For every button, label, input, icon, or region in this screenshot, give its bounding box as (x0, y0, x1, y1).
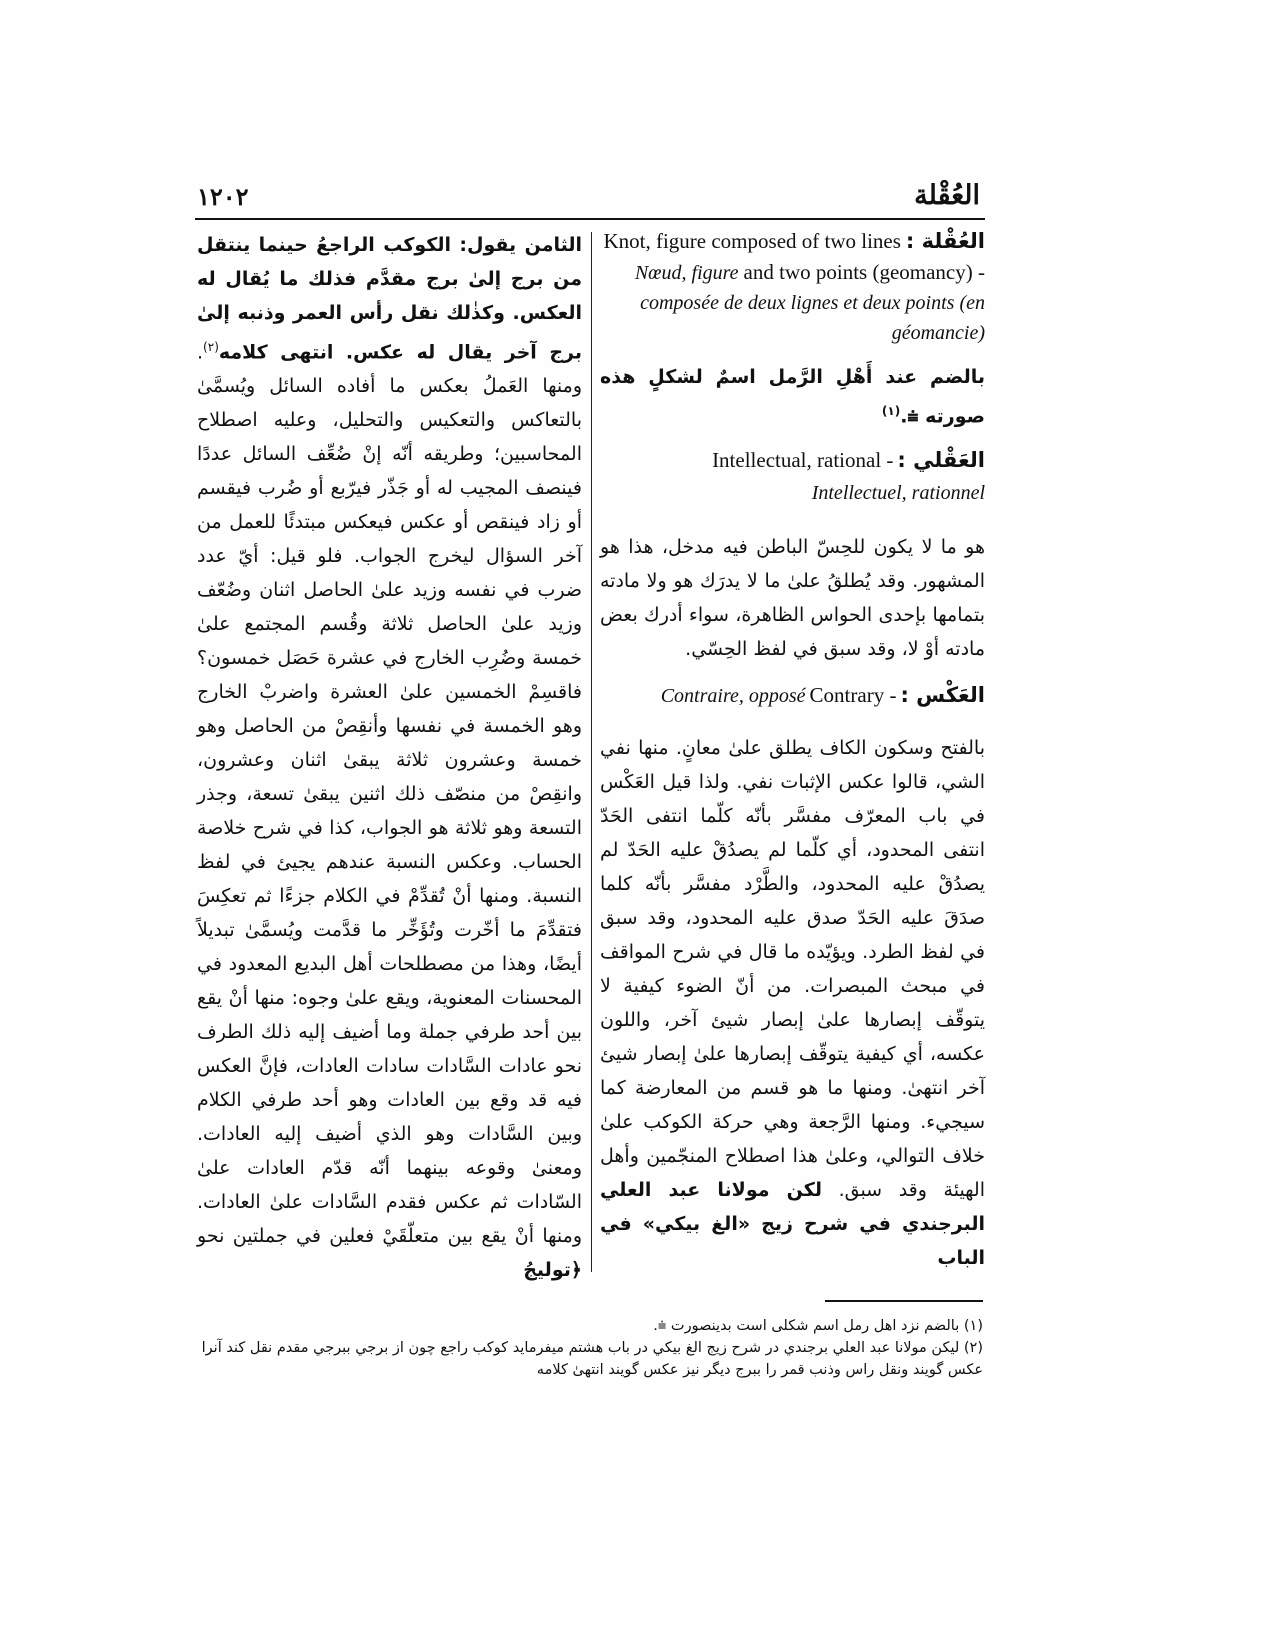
entry-body: بالضم عند أَهْلِ الرَّمل اسمٌ لشكلٍ هذه صورته ⩧.$^{(١)}$ (600, 366, 985, 428)
entry-aqla (600, 226, 985, 433)
footnote-ref: (٢) (203, 340, 219, 354)
column-divider (591, 232, 592, 1272)
left-column (197, 228, 582, 1287)
footnote-rule (825, 1300, 983, 1302)
entry-body-bold: لكن مولانا عبد العلي البرجندي في شرح زيج «الغ بيكي» في الباب (600, 1179, 985, 1270)
entry-french: Contraire, opposé (660, 685, 806, 708)
right-column (600, 226, 985, 1275)
entry-body: بالفتح وسكون الكاف يطلق علىٰ معانٍ. منها نفي الشي، قالوا عكس الإثبات نفي. ولذا قيل العَكْس في باب المعرّف مفسَّر بأنّه كلّما انتفى الحَدّ انتفى المحدود، أي كلّما لم يصدُقْ عليه الحَدّ لم يصدُقْ عليه المحدود، والطَّرْد مفسَّر بأنّه كلما صدَقَ عليه الحَدّ صدق عليه المحدود، وقد سبق في لفظ الطرد. ويؤيّده ما قال في شرح المواقف في مبحث المبصرات. من أنّ الضوء كيفية لا يتوقّف إبصارها علىٰ إبصار شيئ آخر، واللون عكسه، أي كيفية يتوقّف إبصارها علىٰ إبصار شيئ آخر انتهىٰ. ومنها ما هو قسم من المعارضة كما سيجيء. ومنها الرَّجعة وهي حركة الكوكب علىٰ خلاف التوالي، وعلىٰ هذا اصطلاح المنجّمين وأهل الهيئة وقد سبق. لكن مولانا عبد العلي البرجندي في شرح زيج «الغ بيكي» في الباب (600, 737, 986, 1270)
quran-quote-start: ﴿توليجُ (523, 1259, 582, 1282)
entry-term: العَقْلي : (897, 448, 985, 473)
footnote-1: (١) بالضم نزد اهل رمل اسم شكلى است بدينصورت ⩧. (653, 1318, 983, 1334)
continuation-text: . ومنها العَملُ بعكس ما أفاده السائل ويُسمَّىٰ بالتعاكس والتعكيس والتحليل، وعليه اصطلاح المحاسبين؛ وطريقه أنّه إنْ ضُعِّف السائل عددًا فينصف المجيب له أو جَذّر فيرّبع أو ضُرب فيقسم أو زاد فينقص أو عكس فيعكس مبتدئًا للعمل من آخر السؤال ليخرج الجواب. فلو قيل: أيّ عدد ضرب في نفسه وزيد علىٰ الحاصل اثنان وضُعّف وزيد علىٰ الحاصل ثلاثة وقُسم المجتمع علىٰ خمسة وضُرِب الخارج في عشرة حَصَل خمسون؟ فاقسِمْ الخمسين علىٰ العشرة واضربْ الخارج وهو الخمسة في نفسها وأنقِصْ من الحاصل وهو خمسة وعشرون ثلاثة يبقىٰ اثنان وعشرون، وانقِصْ من منصّف ذلك اثنين يبقىٰ تسعة، وجذر التسعة وهو ثلاثة هو الجواب، كذا في شرح خلاصة الحساب. وعكس النسبة عندهم يجيئ في لفظ النسبة. ومنها أنْ تُقدِّمْ في الكلام جزءًا ثم تعكِسَ فتقدِّمَ ما أخّرت وتُؤَخِّر ما قدَّمت ويُسمَّىٰ تبديلاً أيضًا، وهذا من مصطلحات أهل البديع المعدود في المحسنات المعنوية، ويقع علىٰ وجوه: منها أنْ يقع بين أحد طرفي جملة وما أضيف إليه ذلك الطرف نحو عادات السَّادات سادات العادات، فإنَّ العكس فيه قد وقع بين العادات وهو أحد طرفي الكلام وبين السَّادات وهو الذي أضيف إليه العادات. ومعنىٰ وقوعه بينهما أنّه قدّم العادات علىٰ السّادات ثم عكس فقدم السَّادات علىٰ العادات. ومنها أنْ يقع بين متعلّقَيْ فعلين في جملتين نحو (197, 341, 582, 1248)
entry-french: Intellectuel, rationnel (811, 482, 985, 505)
footnote-ref: (١) (881, 404, 901, 418)
running-headword: العُقْلة (914, 180, 980, 211)
entry-english: Contrary - (809, 683, 897, 708)
entry-french: Nœud, figure composée de deux lignes et deux points (en géomancie) (634, 262, 985, 344)
entry-body: هو ما لا يكون للحِسّ الباطن فيه مدخل، هذا هو المشهور. وقد يُطلقُ علىٰ ما لا يدرَك هو ولا مادته بتمامها بإحدى الحواس الظاهرة، سواء أدرك بعض مادته أوْ لا، وقد سبق في لفظ الحِسّي. (600, 536, 985, 661)
entry-term: العُقْلة : (905, 229, 985, 253)
entry-english: Knot, figure composed of two lines and two points (geomancy) - (603, 229, 985, 284)
page-number: ١٢٠٢ (197, 182, 249, 211)
entry-term: العَكْس : (900, 683, 985, 708)
entry-aqli (600, 445, 985, 666)
header-rule (195, 218, 985, 220)
entry-english: Intellectual, rational - (712, 448, 894, 473)
entry-aks (600, 680, 985, 1275)
footnote-2: (٢) ليكن مولانا عبد العلي برجندي در شرح زيج الغ بيكي در باب هشتم ميفرمايد كوكب راجع چون از برجي ببرجي مقدم نقل كند آنرا عكس گويند ونقل راس وذنب قمر را ببرج ديگر نيز عكس گويند انتهىٰ كلامه (201, 1340, 983, 1378)
continuation-bold: الثامن يقول: الكوكب الراجعُ حينما ينتقل من برج إلىٰ برج مقدَّم فذلك ما يُقال له العكس. وكذٰلك نقل رأس العمر وذنبه إلىٰ برج آخر يقال له عكس. انتهى كلامه (197, 234, 582, 364)
footnotes (195, 1315, 983, 1381)
